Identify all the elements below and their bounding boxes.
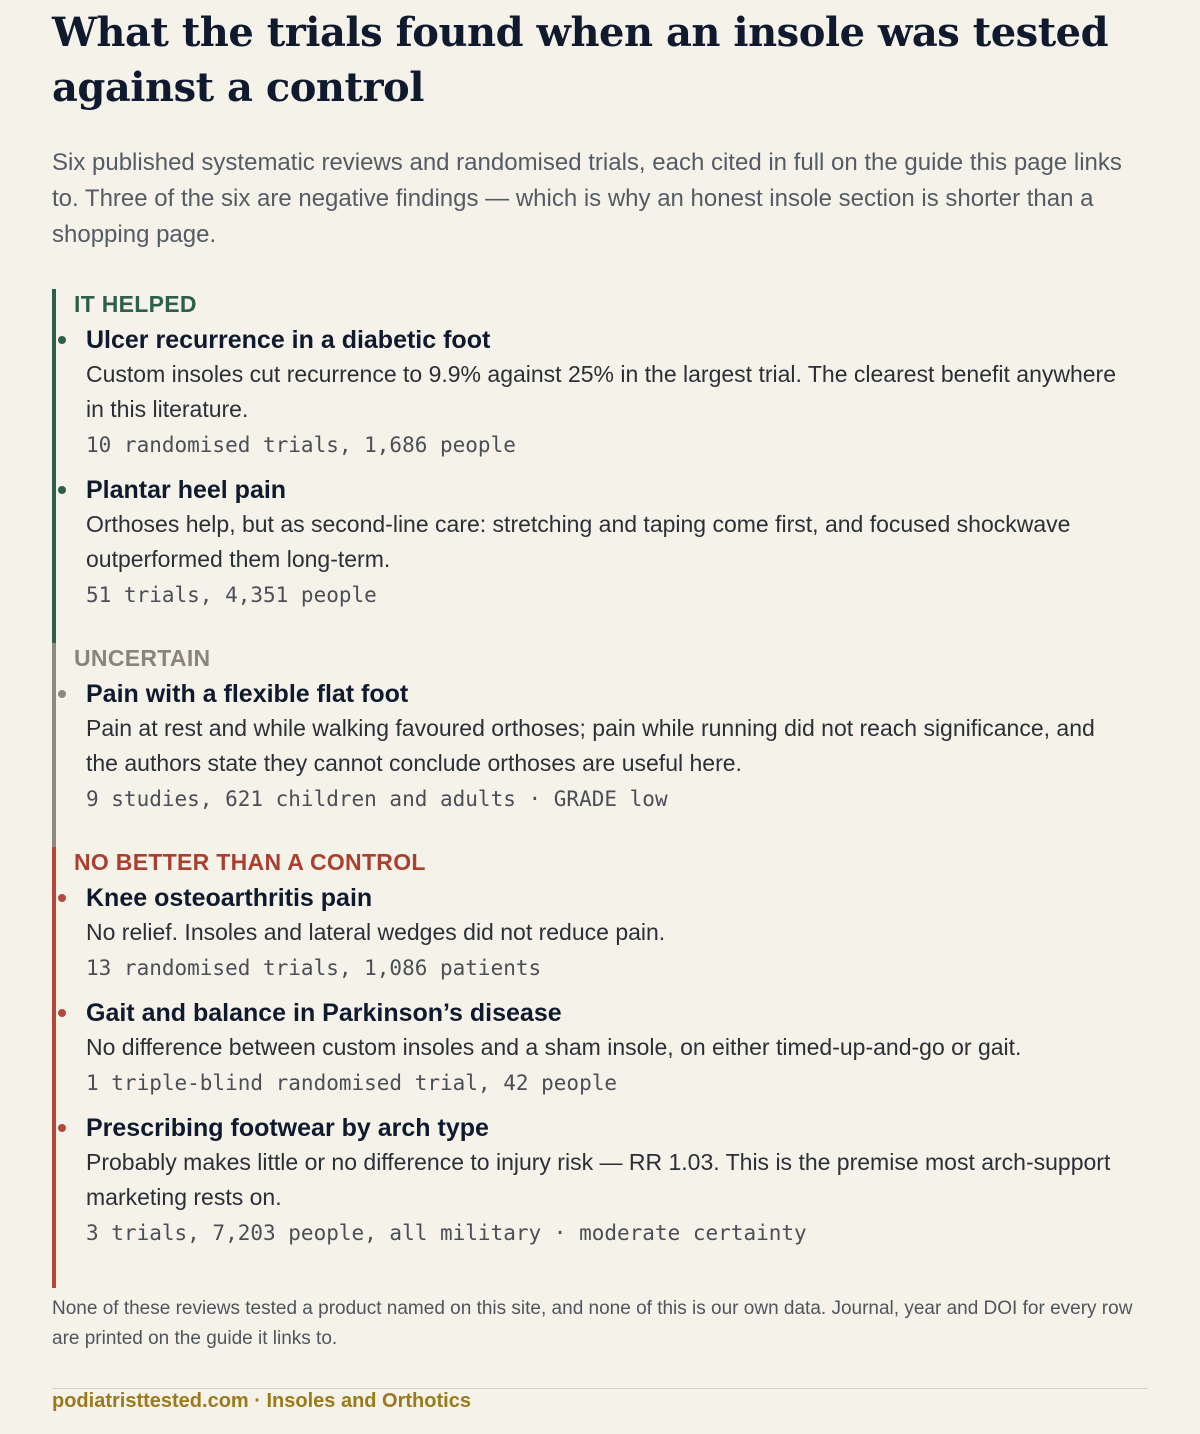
bullet-dot-icon [58, 1009, 66, 1017]
site-footer-link[interactable]: podiatristtested.com · Insoles and Orthotics [52, 1390, 471, 1412]
finding-description: Probably makes little or no difference to injury risk — RR 1.03. This is the premise most arch-support marketing rests on. [86, 1149, 1111, 1210]
footnote: None of these reviews tested a product named on this site, and none of this is our own data. Journal, year and DOI for every row are printed on the guide it links to. [52, 1298, 1133, 1349]
finding-description: No relief. Insoles and lateral wedges did not reduce pain. [86, 919, 666, 945]
page-title: What the trials found when an insole was tested against a control [52, 9, 1109, 111]
finding-description: Orthoses help, but as second-line care: stretching and taping come first, and focused shockwave outperformed them long-term. [86, 511, 1071, 572]
finding-item [74, 323, 1148, 463]
finding-item [74, 677, 1148, 817]
group-label: NO BETTER THAN A CONTROL [74, 849, 426, 875]
bullet-dot-icon [58, 336, 66, 344]
group-it-helped [52, 289, 1148, 643]
finding-evidence: 51 trials, 4,351 people [86, 583, 377, 607]
finding-item [74, 881, 1148, 986]
finding-description: Pain at rest and while walking favoured orthoses; pain while running did not reach significance, and the authors state they cannot conclude orthoses are useful here. [86, 715, 1095, 776]
finding-title: Plantar heel pain [86, 476, 287, 504]
group-no-better-than-control [52, 847, 1148, 1288]
finding-title: Knee osteoarthritis pain [86, 884, 373, 912]
bullet-dot-icon [58, 690, 66, 698]
finding-description: Custom insoles cut recurrence to 9.9% against 25% in the largest trial. The clearest benefit anywhere in this literature. [86, 361, 1117, 422]
finding-evidence: 13 randomised trials, 1,086 patients [86, 956, 542, 980]
finding-description: No difference between custom insoles and a sham insole, on either timed-up-and-go or gait. [86, 1034, 1022, 1060]
finding-evidence: 9 studies, 621 children and adults · GRADE low [86, 787, 668, 811]
finding-evidence: 3 trials, 7,203 people, all military · moderate certainty [86, 1221, 807, 1245]
group-label: UNCERTAIN [74, 645, 211, 671]
finding-item [74, 996, 1148, 1101]
finding-title: Pain with a flexible flat foot [86, 680, 409, 708]
bullet-dot-icon [58, 894, 66, 902]
group-label: IT HELPED [74, 291, 197, 317]
bullet-dot-icon [58, 486, 66, 494]
finding-item [74, 473, 1148, 613]
page-subtitle: Six published systematic reviews and randomised trials, each cited in full on the guide this page links to. Three of the six are negative findings — which is why an honest insole section is shorter than a shopping page. [52, 149, 1122, 248]
bullet-dot-icon [58, 1124, 66, 1132]
findings-list [52, 289, 1148, 1288]
finding-title: Ulcer recurrence in a diabetic foot [86, 326, 491, 354]
finding-evidence: 1 triple-blind randomised trial, 42 people [86, 1071, 618, 1095]
finding-title: Gait and balance in Parkinson’s disease [86, 999, 562, 1027]
finding-evidence: 10 randomised trials, 1,686 people [86, 433, 516, 457]
group-uncertain [52, 643, 1148, 847]
finding-item [74, 1111, 1148, 1251]
finding-title: Prescribing footwear by arch type [86, 1114, 489, 1142]
